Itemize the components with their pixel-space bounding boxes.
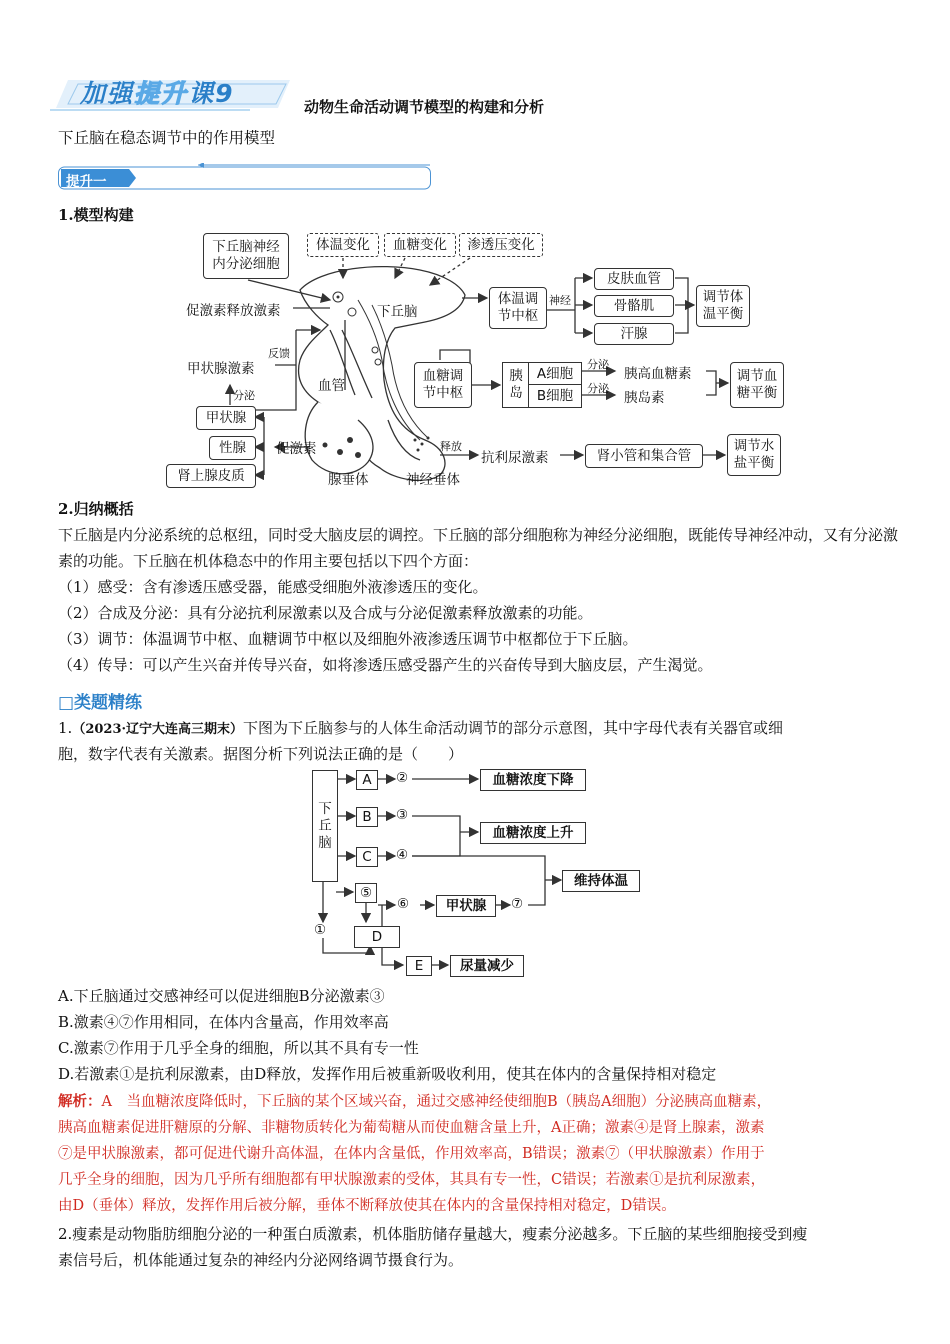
q1-hormone-7: ⑦	[511, 896, 524, 912]
sugar-change-box: 血糖变化	[384, 233, 456, 257]
s2-item: （4）传导：可以产生兴奋并传导兴奋，如将渗透压感受器产生的兴奋传导到大脑皮层，产生渴觉。	[58, 656, 713, 674]
vessel-label: 血管	[318, 378, 345, 394]
islet-box: 胰 岛	[502, 362, 530, 408]
release-label: 释放	[440, 440, 462, 453]
analysis-label: 解析：	[58, 1093, 102, 1110]
banner-char: 加	[80, 79, 108, 108]
q1-hormone-5-box: ⑤	[355, 883, 377, 903]
s2-item: （3）调节：体温调节中枢、血糖调节中枢以及细胞外液渗透压调节中枢都位于下丘脑。	[58, 630, 638, 648]
banner-char: 9	[215, 79, 235, 108]
neurohypophysis-label: 神经垂体	[406, 472, 460, 488]
q1-box-d: D	[354, 926, 400, 948]
q1-analysis-line: 胰高血糖素促进肝糖原的分解、非糖物质转化为葡萄糖从而使血糖含量上升，A正确；激素④是肾上腺素，激素	[58, 1120, 765, 1136]
secrete-label: 分泌	[233, 389, 255, 402]
s2-title: 2.归纳概括	[58, 500, 134, 518]
q1-hormone-2: ②	[396, 770, 409, 786]
banner-char: 强	[107, 79, 135, 108]
muscle-box: 骨骼肌	[594, 295, 674, 317]
q1-box-e: E	[406, 956, 432, 976]
sugar-center-box: 血糖调 节中枢	[414, 362, 472, 408]
q1-hormone-3: ③	[396, 807, 409, 823]
q1-option: D.若激素①是抗利尿激素，由D释放，发挥作用后被重新吸收利用，使其在体内的含量保持相对稳定	[58, 1065, 717, 1083]
q1-box-b: B	[356, 807, 378, 827]
adh-label: 抗利尿激素	[481, 450, 549, 466]
q1-hormone-6: ⑥	[397, 896, 410, 912]
secrete-label: 分泌	[587, 358, 609, 371]
gonad-box: 性腺	[209, 436, 256, 460]
kidney-box: 肾小管和集合管	[585, 444, 703, 468]
section-tab-label: 提升一	[66, 174, 107, 190]
q1-urine-box: 尿量减少	[450, 955, 524, 977]
tropic-label: 促激素	[276, 441, 317, 457]
q1-box-c: C	[356, 847, 378, 867]
banner-char: 提	[134, 79, 162, 108]
temp-change-box: 体温变化	[307, 233, 379, 257]
q1-analysis-line: 解析：A 当血糖浓度降低时，下丘脑的某个区域兴奋，通过交感神经使细胞B（胰岛A细胞）分泌胰高血糖素，	[58, 1093, 772, 1110]
q1-box-a: A	[356, 770, 378, 790]
b-cell-box: B细胞	[528, 384, 582, 408]
q1-analysis-line: ⑦是甲状腺激素，都可促进代谢升高体温，在体内含量低，作用效率高，B错误；激素⑦（甲状腺激素）作用于	[58, 1146, 765, 1162]
q1-sugar-down-box: 血糖浓度下降	[480, 769, 586, 791]
q1-thyroid-box: 甲状腺	[436, 895, 496, 917]
topic-heading: 下丘脑在稳态调节中的作用模型	[58, 129, 276, 147]
q1-option: A.下丘脑通过交感神经可以促进细胞B分泌激素③	[58, 987, 385, 1005]
osmo-change-box: 渗透压变化	[459, 233, 543, 257]
s2-item: （1）感受：含有渗透压感受器，能感受细胞外液渗透压的变化。	[58, 578, 488, 596]
adenohypophysis-label: 腺垂体	[328, 472, 369, 488]
q2-line: 素信号后，机体能通过复杂的神经内分泌网络调节摄食行为。	[58, 1251, 464, 1269]
q1-analysis-line: 几乎全身的细胞，因为几乎所有细胞都有甲状腺激素的受体，其具有专一性，C错误；若激素①是抗利尿激素，	[58, 1172, 766, 1188]
q1-hypothalamus-box: 下 丘 脑	[312, 770, 338, 882]
water-balance-box: 调节水 盐平衡	[727, 434, 781, 476]
skin-vessel-box: 皮肤血管	[594, 268, 674, 290]
adrenal-box: 肾上腺皮质	[166, 464, 256, 488]
trh-label: 促激素释放激素	[186, 303, 281, 319]
q1-analysis-line: 由D（垂体）释放，发挥作用后被分解，垂体不断释放使其在体内的含量保持相对稳定，D错误。	[58, 1198, 676, 1214]
banner-subtitle: 动物生命活动调节模型的构建和分析	[304, 98, 545, 116]
q1-source: （2023·辽宁大连高三期末）	[72, 722, 244, 737]
q1-hormone-1: ①	[314, 922, 327, 938]
feedback-label: 反馈	[268, 347, 290, 360]
practice-title: □类题精练	[58, 693, 143, 713]
q1-option: B.激素④⑦作用相同，在体内含量高，作用效率高	[58, 1013, 389, 1031]
banner-char: 升	[161, 79, 189, 108]
secrete-label: 分泌	[587, 382, 609, 395]
thyroxine-label: 甲状腺激素	[187, 361, 255, 377]
temp-balance-box: 调节体 温平衡	[696, 285, 750, 327]
q1-keep-temp-box: 维持体温	[562, 870, 640, 892]
insulin-label: 胰岛素	[624, 390, 665, 406]
q1-option: C.激素⑦作用于几乎全身的细胞，所以其不具有专一性	[58, 1039, 419, 1057]
hypo-cells-box: 下丘脑神经 内分泌细胞	[203, 233, 289, 279]
temp-center-box: 体温调 节中枢	[489, 287, 547, 329]
a-cell-box: A细胞	[528, 362, 582, 386]
hypothalamus-label: 下丘脑	[377, 304, 418, 320]
q2-line: 2.瘦素是动物脂肪细胞分泌的一种蛋白质激素，机体脂肪储存量越大，瘦素分泌越多。下丘脑的某些细胞接受到瘦	[58, 1225, 808, 1243]
s2-item: （2）合成及分泌：具有分泌抗利尿激素以及合成与分泌促激素释放激素的功能。	[58, 604, 593, 622]
s1-title: 1.模型构建	[58, 206, 134, 224]
q1-hormone-4: ④	[396, 847, 409, 863]
s2-paragraph: 下丘脑是内分泌系统的总枢纽，同时受大脑皮层的调控。下丘脑的部分细胞称为神经分泌细胞，既能传导神经冲动，又有分泌激素的功能。下丘脑在机体稳态中的作用主要包括以下四个方面：	[58, 526, 899, 570]
banner-char: 课	[188, 79, 216, 108]
thyroid-box: 甲状腺	[196, 406, 256, 430]
q1-stem-line: 胞，数字代表有关激素。据图分析下列说法正确的是（ ）	[58, 745, 464, 763]
sweat-box: 汗腺	[594, 323, 674, 345]
q1-stem-line: 1.（2023·辽宁大连高三期末）下图为下丘脑参与的人体生命活动调节的部分示意图，其中字母代表有关器官或细	[58, 719, 784, 737]
q1-sugar-up-box: 血糖浓度上升	[480, 822, 586, 844]
sugar-balance-box: 调节血 糖平衡	[730, 362, 784, 408]
glucagon-label: 胰高血糖素	[624, 366, 692, 382]
nerve-label: 神经	[549, 294, 571, 307]
